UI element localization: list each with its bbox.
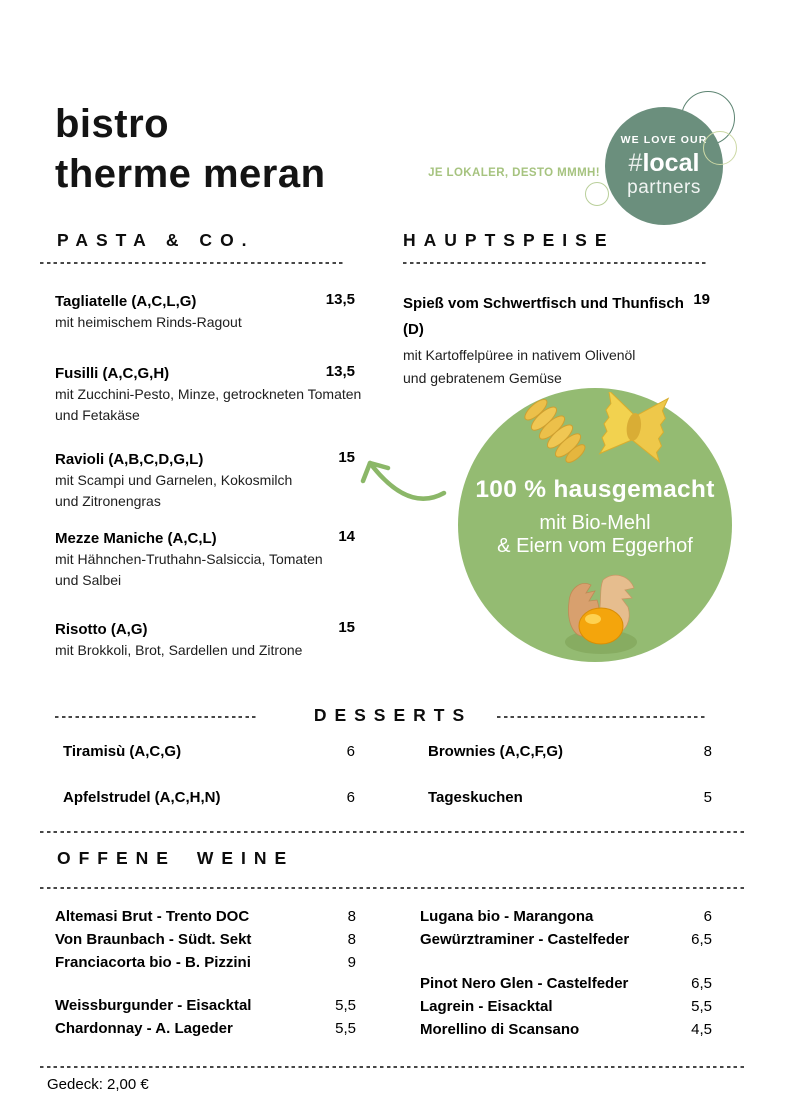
item-description: mit Kartoffelpüree in nativem Olivenöl [403,347,636,363]
item-name: Morellino di Scansano [420,1021,580,1038]
wine-item [420,1021,712,1044]
wine-item [55,1020,356,1043]
section-title-offene-weine: OFFENE WEINE [57,848,295,868]
item-description: und Fetakäse [55,406,140,423]
section-title-desserts: DESSERTS [313,705,473,725]
item-name: Fusilli (A,C,G,H) [55,365,170,382]
item-description: mit heimischem Rinds-Ragout [55,314,242,330]
brand-line1: bistro [55,102,170,146]
hausgemacht-highlight-circle [458,388,732,662]
item-price: 4,5 [691,1021,712,1038]
item-description: mit Hähnchen-Truthahn-Salsiccia, Tomaten [55,551,323,567]
dessert-item-apfelstrudel [63,789,355,810]
item-name: Ravioli (A,B,C,D,G,L) [55,451,204,468]
item-name: Gewürztraminer - Castelfeder [420,931,630,948]
wine-item [420,998,712,1021]
cover-charge-note: Gedeck: 2,00 € [47,1076,149,1093]
item-price: 6 [703,908,712,925]
item-name: Tiramisù (A,C,G) [63,743,182,760]
item-price: 5,5 [335,997,356,1014]
item-name: Chardonnay - A. Lageder [55,1020,233,1037]
curved-arrow-icon [350,435,460,515]
item-name: Risotto (A,G) [55,621,148,638]
fusilli-pasta-icon [520,395,590,468]
badge-word: local [642,148,700,177]
cracked-egg-illustration-icon [543,562,659,658]
dessert-item-brownies [428,743,712,764]
item-price: 6,5 [691,931,712,948]
item-price: 6 [346,743,355,760]
menu-item-schwertfisch-spiess [403,291,710,388]
wine-list-right-red [420,975,712,1044]
item-price: 15 [338,449,355,466]
divider-dashed [403,262,708,264]
wine-item [420,931,712,954]
menu-item-risotto [55,619,355,661]
wine-item [55,908,356,931]
item-price: 5,5 [691,998,712,1015]
brand-line2: therme meran [55,152,326,196]
menu-item-tagliatelle [55,291,355,333]
item-description: mit Brokkoli, Brot, Sardellen und Zitrone [55,642,303,658]
section-title-pasta: PASTA & CO. [57,230,255,250]
hash-symbol: # [628,148,643,177]
item-price: 5 [703,789,712,806]
item-name: Tageskuchen [428,789,523,806]
pasta-illustration-icon [516,392,674,472]
divider-dashed [40,831,746,833]
item-price: 6 [346,789,355,806]
badge-bottom-text: partners [627,176,701,198]
divider-dashed [40,887,746,889]
item-name: Spieß vom Schwertfisch und Thunfisch (D) [403,295,684,338]
menu-item-mezze-maniche [55,528,355,590]
wine-item [420,975,712,998]
wine-item [420,908,712,931]
item-description: und Zitronengras [55,492,161,509]
item-name: Weissburgunder - Eisacktal [55,997,252,1014]
restaurant-logo [55,99,326,199]
wine-list-right-white [420,908,712,954]
decorative-ring-small-icon [585,182,609,206]
item-price: 8 [347,931,356,948]
wine-item [55,997,356,1020]
wine-list-left-sparkling [55,908,356,977]
item-description: und gebratenem Gemüse [403,369,562,386]
dessert-item-tiramisu [63,743,355,764]
item-price: 8 [703,743,712,760]
badge-hashtag-line [629,149,700,177]
item-description: und Salbei [55,571,122,588]
item-description: mit Scampi und Garnelen, Kokosmilch [55,472,293,488]
item-price: 14 [338,528,355,545]
divider-dashed [40,262,345,264]
item-price: 5,5 [335,1020,356,1037]
item-price: 9 [347,954,356,971]
farfalle-pasta-icon [600,392,668,462]
item-price: 6,5 [691,975,712,992]
menu-item-fusilli [55,363,362,425]
item-price: 13,5 [325,291,355,308]
wine-item [55,931,356,954]
wine-list-left-white [55,997,356,1043]
decorative-ring-medium-icon [703,131,737,165]
divider-dashed [55,716,258,718]
item-name: Von Braunbach - Südt. Sekt [55,931,252,948]
item-name: Brownies (A,C,F,G) [428,743,564,760]
highlight-subtitle-1: mit Bio-Mehl [539,512,651,534]
section-title-hauptspeise: HAUPTSPEISE [403,230,615,250]
item-price: 8 [347,908,356,925]
item-name: Lugana bio - Marangona [420,908,594,925]
item-name: Apfelstrudel (A,C,H,N) [63,789,221,806]
dessert-item-tageskuchen [428,789,712,810]
item-name: Lagrein - Eisacktal [420,998,553,1015]
item-price: 13,5 [325,363,355,380]
menu-item-ravioli [55,449,355,511]
item-description: mit Zucchini-Pesto, Minze, getrockneten Tomaten [55,386,362,402]
item-name: Mezze Maniche (A,C,L) [55,530,217,547]
badge-top-text: WE LOVE OUR [620,133,708,146]
highlight-subtitle-2: & Eiern vom Eggerhof [497,535,693,557]
wine-item [55,954,356,977]
item-name: Altemasi Brut - Trento DOC [55,908,250,925]
item-name: Pinot Nero Glen - Castelfeder [420,975,629,992]
divider-dashed [497,716,708,718]
item-name: Franciacorta bio - B. Pizzini [55,954,251,971]
highlight-title: 100 % hausgemacht [475,476,715,503]
item-price: 15 [338,619,355,636]
local-tagline: JE LOKALER, DESTO MMMH! [428,167,600,179]
item-name: Tagliatelle (A,C,L,G) [55,293,197,310]
divider-dashed [40,1066,746,1068]
local-partners-badge [605,107,723,225]
item-price: 19 [693,291,710,308]
